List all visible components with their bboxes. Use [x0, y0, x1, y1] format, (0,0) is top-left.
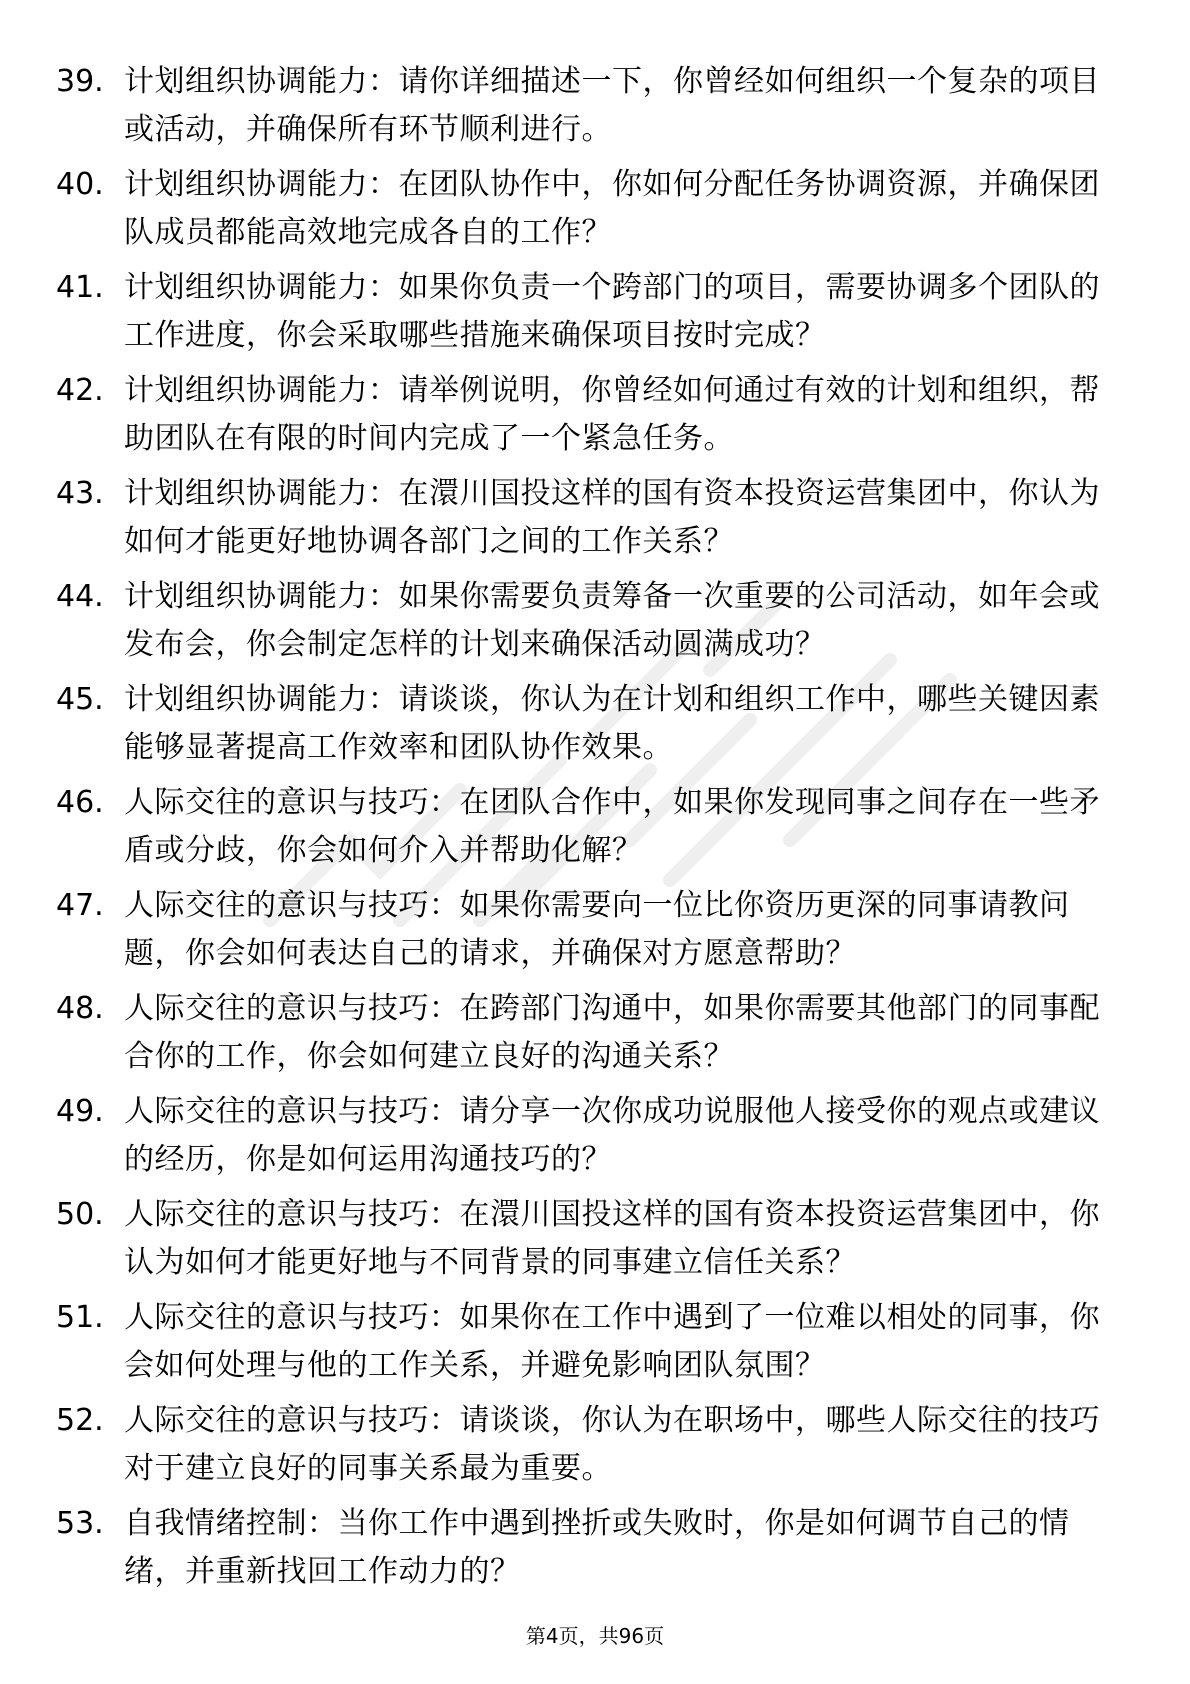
list-item [0, 361, 1190, 464]
question-text: 计划组织协调能力：在澴川国投这样的国有资本投资运营集团中，你认为如何才能更好地协调各部门之间的工作关系？ [124, 476, 1100, 559]
question-text: 人际交往的意识与技巧：在团队合作中，如果你发现同事之间存在一些矛盾或分歧，你会如何介入并帮助化解？ [124, 785, 1100, 868]
page-footer: 第4页，共96页 [525, 1624, 665, 1648]
question-text: 计划组织协调能力：在团队协作中，你如何分配任务协调资源，并确保团队成员都能高效地完成各自的工作？ [124, 167, 1100, 250]
list-item [0, 567, 1190, 670]
question-text: 计划组织协调能力：请举例说明，你曾经如何通过有效的计划和组织，帮助团队在有限的时间内完成了一个紧急任务。 [124, 373, 1100, 456]
question-text: 计划组织协调能力：如果你需要负责筹备一次重要的公司活动，如年会或发布会，你会制定怎样的计划来确保活动圆满成功？ [124, 579, 1100, 662]
question-text: 人际交往的意识与技巧：请谈谈，你认为在职场中，哪些人际交往的技巧对于建立良好的同事关系最为重要。 [124, 1403, 1100, 1486]
list-item [0, 155, 1190, 258]
list-item [0, 258, 1190, 361]
question-number: 49. [56, 1094, 104, 1129]
list-item [0, 1185, 1190, 1288]
question-number: 50. [56, 1197, 104, 1232]
question-list [0, 52, 1190, 1597]
question-text: 人际交往的意识与技巧：请分享一次你成功说服他人接受你的观点或建议的经历，你是如何运用沟通技巧的？ [124, 1094, 1100, 1177]
question-number: 46. [56, 785, 104, 820]
list-item [0, 670, 1190, 773]
list-item [0, 1391, 1190, 1494]
question-text: 自我情绪控制：当你工作中遇到挫折或失败时，你是如何调节自己的情绪，并重新找回工作动力的？ [124, 1506, 1070, 1589]
list-item [0, 52, 1190, 155]
question-text: 计划组织协调能力：请你详细描述一下，你曾经如何组织一个复杂的项目或活动，并确保所有环节顺利进行。 [124, 64, 1100, 147]
question-text: 人际交往的意识与技巧：在澴川国投这样的国有资本投资运营集团中，你认为如何才能更好地与不同背景的同事建立信任关系？ [124, 1197, 1100, 1280]
list-item [0, 1082, 1190, 1185]
question-number: 41. [56, 270, 104, 305]
question-number: 42. [56, 373, 104, 408]
list-item [0, 773, 1190, 876]
question-number: 53. [56, 1506, 104, 1541]
question-text: 人际交往的意识与技巧：如果你需要向一位比你资历更深的同事请教问题，你会如何表达自己的请求，并确保对方愿意帮助？ [124, 888, 1070, 971]
list-item [0, 979, 1190, 1082]
list-item [0, 876, 1190, 979]
list-item [0, 464, 1190, 567]
question-text: 人际交往的意识与技巧：如果你在工作中遇到了一位难以相处的同事，你会如何处理与他的工作关系，并避免影响团队氛围？ [124, 1300, 1100, 1383]
list-item [0, 1494, 1190, 1597]
question-number: 48. [56, 991, 104, 1026]
question-number: 51. [56, 1300, 104, 1335]
question-number: 39. [56, 64, 104, 99]
list-item [0, 1288, 1190, 1391]
question-text: 人际交往的意识与技巧：在跨部门沟通中，如果你需要其他部门的同事配合你的工作，你会如何建立良好的沟通关系？ [124, 991, 1100, 1074]
question-number: 40. [56, 167, 104, 202]
question-text: 计划组织协调能力：如果你负责一个跨部门的项目，需要协调多个团队的工作进度，你会采取哪些措施来确保项目按时完成？ [124, 270, 1100, 353]
question-text: 计划组织协调能力：请谈谈，你认为在计划和组织工作中，哪些关键因素能够显著提高工作效率和团队协作效果。 [124, 682, 1100, 765]
question-number: 47. [56, 888, 104, 923]
question-number: 44. [56, 579, 104, 614]
question-number: 43. [56, 476, 104, 511]
question-number: 45. [56, 682, 104, 717]
question-number: 52. [56, 1403, 104, 1438]
